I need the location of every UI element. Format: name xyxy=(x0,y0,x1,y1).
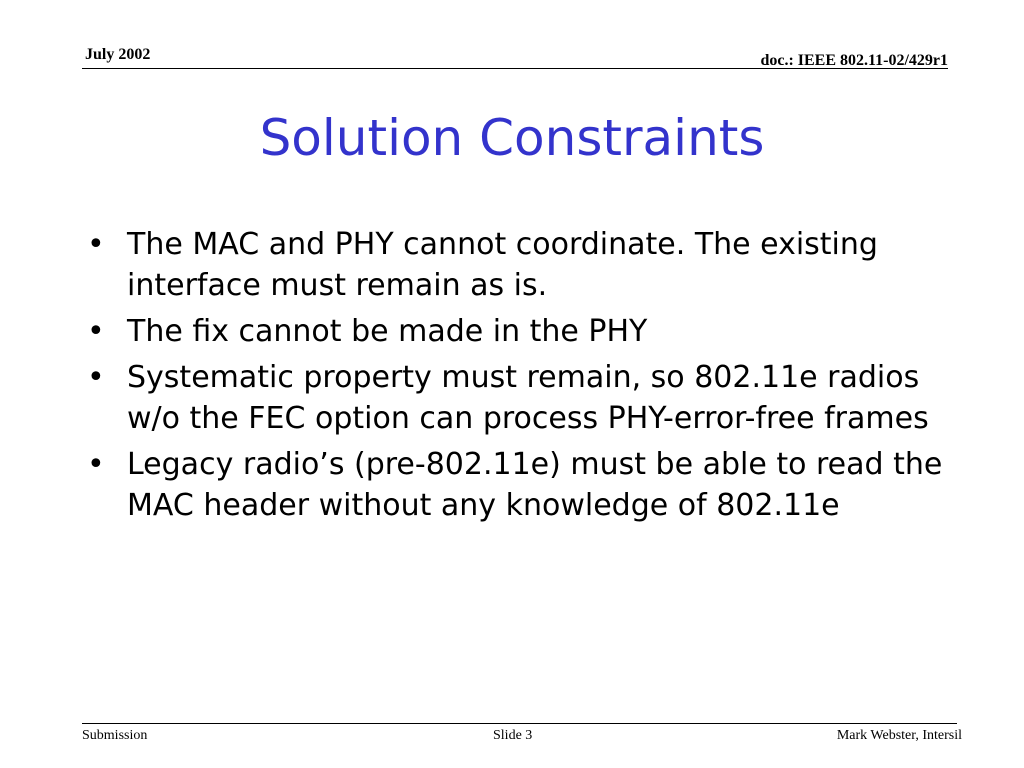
bullet-dot-icon: • xyxy=(87,447,105,482)
bullet-text: Systematic property must remain, so 802.11e radios w/o the FEC option can process PHY-error-free frames xyxy=(127,360,929,436)
header-divider xyxy=(82,68,948,69)
bullet-item xyxy=(84,224,944,306)
bullet-list xyxy=(84,224,944,531)
footer-divider xyxy=(82,723,957,724)
bullet-item xyxy=(84,311,944,352)
bullet-text: Legacy radio’s (pre-802.11e) must be able to read the MAC header without any knowledge of 802.11e xyxy=(127,447,943,523)
header-date: July 2002 xyxy=(85,46,151,63)
bullet-item xyxy=(84,357,944,439)
footer-author: Mark Webster, Intersil xyxy=(836,728,962,743)
bullet-dot-icon: • xyxy=(87,360,105,395)
bullet-dot-icon: • xyxy=(87,227,105,262)
footer-slide-number: Slide 3 xyxy=(493,728,533,743)
bullet-item xyxy=(84,444,944,526)
bullet-text: The MAC and PHY cannot coordinate. The existing interface must remain as is. xyxy=(127,227,878,303)
header-doc-id: doc.: IEEE 802.11-02/429r1 xyxy=(760,52,948,69)
slide-title: Solution Constraints xyxy=(259,109,765,167)
bullet-dot-icon: • xyxy=(87,314,105,349)
footer-submission: Submission xyxy=(82,728,148,743)
bullet-text: The fix cannot be made in the PHY xyxy=(127,314,648,349)
